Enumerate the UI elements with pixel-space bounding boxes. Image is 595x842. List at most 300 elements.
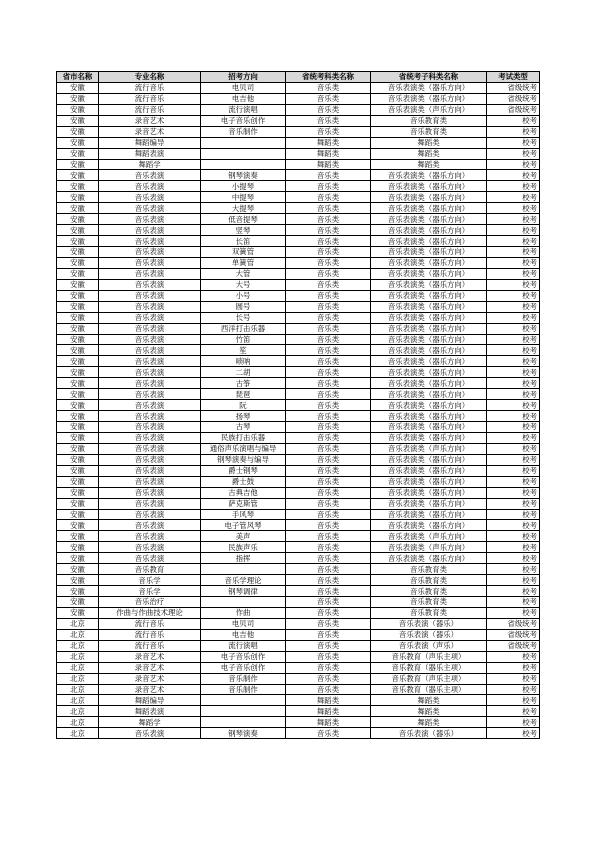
table-row [57, 422, 540, 433]
cell-exam-type: 校考 [487, 662, 540, 673]
cell-province: 安徽 [57, 520, 99, 531]
cell-exam-category: 舞蹈类 [286, 137, 371, 148]
cell-exam-category: 音乐类 [286, 597, 371, 608]
cell-exam-category: 音乐类 [286, 126, 371, 137]
cell-direction: 通俗声乐演唱与编导 [201, 443, 286, 454]
cell-major: 录音艺术 [99, 662, 201, 673]
cell-direction: 二胡 [201, 367, 286, 378]
admissions-table-sheet [56, 71, 539, 739]
table-row [57, 268, 540, 279]
cell-province: 安徽 [57, 126, 99, 137]
cell-exam-subcategory: 音乐表演（器乐） [371, 728, 487, 739]
header-major: 专业名称 [99, 72, 201, 83]
table-row [57, 597, 540, 608]
cell-province: 北京 [57, 651, 99, 662]
cell-direction: 古筝 [201, 378, 286, 389]
table-row [57, 301, 540, 312]
table-row [57, 684, 540, 695]
cell-major: 音乐学 [99, 586, 201, 597]
cell-province: 安徽 [57, 509, 99, 520]
cell-exam-category: 音乐类 [286, 203, 371, 214]
cell-exam-category: 音乐类 [286, 356, 371, 367]
cell-exam-subcategory: 音乐表演类（器乐方向） [371, 378, 487, 389]
cell-exam-type: 校考 [487, 454, 540, 465]
cell-direction: 电贝司 [201, 82, 286, 93]
cell-major: 音乐治疗 [99, 597, 201, 608]
cell-exam-subcategory: 音乐教育（器乐主项） [371, 684, 487, 695]
cell-direction: 钢琴演奏 [201, 728, 286, 739]
table-row [57, 148, 540, 159]
cell-exam-category: 音乐类 [286, 432, 371, 443]
cell-major: 流行音乐 [99, 640, 201, 651]
cell-exam-category: 音乐类 [286, 553, 371, 564]
cell-direction: 音乐制作 [201, 126, 286, 137]
cell-province: 安徽 [57, 367, 99, 378]
cell-province: 安徽 [57, 356, 99, 367]
cell-direction [201, 159, 286, 170]
cell-exam-subcategory: 音乐表演类（器乐方向） [371, 203, 487, 214]
cell-province: 安徽 [57, 257, 99, 268]
cell-exam-category: 音乐类 [286, 509, 371, 520]
cell-major: 舞蹈表演 [99, 706, 201, 717]
cell-exam-type: 校考 [487, 586, 540, 597]
cell-direction [201, 597, 286, 608]
cell-direction: 指挥 [201, 553, 286, 564]
cell-major: 录音艺术 [99, 684, 201, 695]
cell-province: 安徽 [57, 148, 99, 159]
cell-major: 音乐表演 [99, 411, 201, 422]
cell-major: 音乐表演 [99, 236, 201, 247]
cell-exam-category: 音乐类 [286, 192, 371, 203]
cell-province: 安徽 [57, 422, 99, 433]
cell-direction: 古琴 [201, 422, 286, 433]
cell-exam-type: 校考 [487, 378, 540, 389]
table-row [57, 695, 540, 706]
cell-direction [201, 717, 286, 728]
cell-exam-subcategory: 音乐表演类（器乐方向） [371, 82, 487, 93]
table-row [57, 454, 540, 465]
cell-exam-type: 校考 [487, 564, 540, 575]
cell-province: 安徽 [57, 400, 99, 411]
cell-province: 安徽 [57, 476, 99, 487]
cell-exam-type: 校考 [487, 443, 540, 454]
cell-exam-type: 校考 [487, 706, 540, 717]
cell-direction [201, 148, 286, 159]
cell-province: 安徽 [57, 378, 99, 389]
table-row [57, 717, 540, 728]
cell-exam-type: 校考 [487, 498, 540, 509]
table-row [57, 181, 540, 192]
cell-major: 舞蹈学 [99, 159, 201, 170]
cell-exam-type: 校考 [487, 126, 540, 137]
cell-province: 安徽 [57, 159, 99, 170]
cell-province: 安徽 [57, 487, 99, 498]
cell-exam-subcategory: 音乐表演类（器乐方向） [371, 170, 487, 181]
cell-major: 音乐表演 [99, 279, 201, 290]
cell-direction: 手风琴 [201, 509, 286, 520]
cell-exam-category: 音乐类 [286, 673, 371, 684]
cell-exam-subcategory: 音乐表演类（器乐方向） [371, 301, 487, 312]
cell-major: 录音艺术 [99, 115, 201, 126]
cell-exam-subcategory: 音乐表演（器乐） [371, 629, 487, 640]
cell-exam-type: 校考 [487, 257, 540, 268]
cell-direction: 古典吉他 [201, 487, 286, 498]
table-row [57, 662, 540, 673]
cell-exam-type: 校考 [487, 137, 540, 148]
cell-exam-category: 音乐类 [286, 389, 371, 400]
table-row [57, 618, 540, 629]
cell-direction: 小提琴 [201, 181, 286, 192]
cell-exam-category: 舞蹈类 [286, 706, 371, 717]
cell-province: 安徽 [57, 279, 99, 290]
table-row [57, 728, 540, 739]
table-row [57, 498, 540, 509]
table-row [57, 192, 540, 203]
table-row [57, 126, 540, 137]
cell-direction: 长号 [201, 312, 286, 323]
cell-exam-category: 音乐类 [286, 575, 371, 586]
cell-major: 流行音乐 [99, 618, 201, 629]
cell-exam-category: 音乐类 [286, 662, 371, 673]
cell-exam-category: 舞蹈类 [286, 695, 371, 706]
table-row [57, 334, 540, 345]
cell-exam-type: 校考 [487, 411, 540, 422]
cell-province: 北京 [57, 662, 99, 673]
cell-exam-category: 音乐类 [286, 564, 371, 575]
cell-exam-type: 校考 [487, 476, 540, 487]
cell-province: 安徽 [57, 498, 99, 509]
cell-province: 安徽 [57, 170, 99, 181]
cell-exam-type: 校考 [487, 225, 540, 236]
cell-exam-category: 音乐类 [286, 290, 371, 301]
cell-exam-type: 校考 [487, 170, 540, 181]
cell-province: 北京 [57, 717, 99, 728]
cell-major: 录音艺术 [99, 651, 201, 662]
cell-major: 音乐表演 [99, 400, 201, 411]
cell-direction: 笙 [201, 345, 286, 356]
cell-exam-type: 校考 [487, 334, 540, 345]
cell-province: 安徽 [57, 597, 99, 608]
cell-major: 音乐表演 [99, 214, 201, 225]
table-row [57, 312, 540, 323]
cell-province: 安徽 [57, 115, 99, 126]
cell-direction: 电吉他 [201, 629, 286, 640]
table-row [57, 345, 540, 356]
cell-exam-type: 校考 [487, 345, 540, 356]
cell-exam-subcategory: 音乐表演类（器乐方向） [371, 236, 487, 247]
cell-exam-category: 音乐类 [286, 93, 371, 104]
cell-exam-subcategory: 音乐表演类（器乐方向） [371, 192, 487, 203]
cell-major: 音乐表演 [99, 257, 201, 268]
cell-exam-type: 校考 [487, 214, 540, 225]
cell-major: 舞蹈表演 [99, 148, 201, 159]
cell-direction [201, 695, 286, 706]
cell-exam-subcategory: 音乐表演类（器乐方向） [371, 367, 487, 378]
cell-direction: 民族打击乐器 [201, 432, 286, 443]
cell-major: 音乐表演 [99, 531, 201, 542]
cell-exam-category: 音乐类 [286, 268, 371, 279]
cell-direction: 音乐制作 [201, 673, 286, 684]
table-body [57, 82, 540, 738]
cell-exam-type: 校考 [487, 148, 540, 159]
table-row [57, 247, 540, 258]
cell-exam-subcategory: 音乐表演类（器乐方向） [371, 498, 487, 509]
cell-direction: 音乐学理论 [201, 575, 286, 586]
cell-exam-type: 省级统考 [487, 93, 540, 104]
table-row [57, 82, 540, 93]
cell-direction: 钢琴演奏与编导 [201, 454, 286, 465]
table-row [57, 607, 540, 618]
cell-exam-subcategory: 音乐教育类 [371, 607, 487, 618]
cell-major: 音乐表演 [99, 334, 201, 345]
cell-province: 北京 [57, 673, 99, 684]
cell-exam-type: 校考 [487, 509, 540, 520]
cell-exam-type: 校考 [487, 400, 540, 411]
cell-exam-subcategory: 音乐表演类（器乐方向） [371, 356, 487, 367]
table-row [57, 257, 540, 268]
cell-exam-subcategory: 音乐表演类（声乐方向） [371, 531, 487, 542]
cell-province: 北京 [57, 640, 99, 651]
cell-exam-type: 校考 [487, 236, 540, 247]
cell-major: 音乐表演 [99, 422, 201, 433]
table-row [57, 520, 540, 531]
table-row [57, 531, 540, 542]
table-row [57, 651, 540, 662]
cell-direction [201, 564, 286, 575]
cell-exam-subcategory: 音乐表演类（声乐方向） [371, 542, 487, 553]
cell-exam-category: 音乐类 [286, 225, 371, 236]
cell-province: 北京 [57, 618, 99, 629]
cell-exam-subcategory: 音乐教育类 [371, 126, 487, 137]
cell-direction [201, 137, 286, 148]
cell-exam-type: 校考 [487, 290, 540, 301]
cell-direction: 萨克斯管 [201, 498, 286, 509]
cell-exam-type: 省级统考 [487, 629, 540, 640]
cell-exam-subcategory: 音乐表演类（器乐方向） [371, 432, 487, 443]
cell-major: 音乐表演 [99, 389, 201, 400]
cell-major: 录音艺术 [99, 126, 201, 137]
cell-exam-type: 校考 [487, 367, 540, 378]
cell-major: 舞蹈学 [99, 717, 201, 728]
cell-exam-type: 校考 [487, 465, 540, 476]
cell-province: 安徽 [57, 334, 99, 345]
cell-province: 安徽 [57, 323, 99, 334]
cell-exam-subcategory: 音乐表演类（声乐方向） [371, 104, 487, 115]
cell-exam-subcategory: 音乐表演类（器乐方向） [371, 323, 487, 334]
cell-major: 音乐表演 [99, 520, 201, 531]
cell-exam-category: 舞蹈类 [286, 717, 371, 728]
cell-direction: 大提琴 [201, 203, 286, 214]
table-row [57, 586, 540, 597]
cell-direction: 圆号 [201, 301, 286, 312]
cell-province: 安徽 [57, 389, 99, 400]
cell-direction: 竖琴 [201, 225, 286, 236]
cell-exam-subcategory: 音乐表演类（器乐方向） [371, 389, 487, 400]
cell-exam-category: 音乐类 [286, 411, 371, 422]
cell-major: 音乐表演 [99, 542, 201, 553]
cell-exam-category: 音乐类 [286, 378, 371, 389]
cell-exam-type: 校考 [487, 695, 540, 706]
cell-direction: 流行演唱 [201, 104, 286, 115]
cell-major: 音乐表演 [99, 323, 201, 334]
cell-exam-category: 音乐类 [286, 257, 371, 268]
cell-direction: 爵士钢琴 [201, 465, 286, 476]
cell-exam-subcategory: 音乐表演类（器乐方向） [371, 214, 487, 225]
cell-exam-type: 校考 [487, 312, 540, 323]
cell-direction: 大号 [201, 279, 286, 290]
cell-exam-subcategory: 音乐表演类（器乐方向） [371, 312, 487, 323]
table-row [57, 170, 540, 181]
cell-exam-category: 音乐类 [286, 454, 371, 465]
table-row [57, 367, 540, 378]
table-row [57, 225, 540, 236]
cell-exam-type: 校考 [487, 673, 540, 684]
cell-province: 安徽 [57, 214, 99, 225]
table-row [57, 115, 540, 126]
cell-major: 录音艺术 [99, 673, 201, 684]
cell-direction: 小号 [201, 290, 286, 301]
cell-exam-category: 音乐类 [286, 82, 371, 93]
cell-exam-category: 音乐类 [286, 247, 371, 258]
cell-province: 安徽 [57, 411, 99, 422]
cell-province: 安徽 [57, 236, 99, 247]
cell-major: 音乐表演 [99, 553, 201, 564]
cell-exam-category: 音乐类 [286, 301, 371, 312]
cell-province: 安徽 [57, 104, 99, 115]
cell-exam-type: 省级统考 [487, 640, 540, 651]
cell-direction: 扬琴 [201, 411, 286, 422]
cell-direction: 单簧管 [201, 257, 286, 268]
cell-direction: 低音提琴 [201, 214, 286, 225]
cell-direction: 琵琶 [201, 389, 286, 400]
cell-exam-subcategory: 音乐表演类（器乐方向） [371, 268, 487, 279]
cell-exam-type: 校考 [487, 301, 540, 312]
cell-exam-category: 音乐类 [286, 684, 371, 695]
cell-exam-category: 音乐类 [286, 629, 371, 640]
table-row [57, 378, 540, 389]
cell-exam-type: 校考 [487, 607, 540, 618]
cell-direction: 电贝司 [201, 618, 286, 629]
cell-exam-subcategory: 音乐表演类（器乐方向） [371, 93, 487, 104]
cell-exam-subcategory: 音乐表演类（器乐方向） [371, 411, 487, 422]
cell-direction: 阮 [201, 400, 286, 411]
cell-direction: 西洋打击乐器 [201, 323, 286, 334]
cell-direction: 作曲 [201, 607, 286, 618]
cell-province: 安徽 [57, 137, 99, 148]
cell-exam-subcategory: 音乐表演类（器乐方向） [371, 476, 487, 487]
cell-province: 安徽 [57, 82, 99, 93]
cell-exam-category: 舞蹈类 [286, 159, 371, 170]
table-row [57, 93, 540, 104]
cell-province: 安徽 [57, 607, 99, 618]
cell-exam-category: 音乐类 [286, 367, 371, 378]
header-exam-type: 考试类型 [487, 72, 540, 83]
cell-major: 音乐表演 [99, 498, 201, 509]
cell-province: 安徽 [57, 247, 99, 258]
cell-exam-subcategory: 音乐表演类（声乐方向） [371, 443, 487, 454]
cell-province: 安徽 [57, 345, 99, 356]
cell-direction: 流行演唱 [201, 640, 286, 651]
cell-exam-subcategory: 舞蹈类 [371, 717, 487, 728]
cell-major: 流行音乐 [99, 104, 201, 115]
cell-major: 流行音乐 [99, 629, 201, 640]
cell-exam-type: 校考 [487, 531, 540, 542]
cell-exam-category: 音乐类 [286, 400, 371, 411]
cell-major: 音乐表演 [99, 170, 201, 181]
table-row [57, 203, 540, 214]
cell-direction: 电子管风琴 [201, 520, 286, 531]
cell-exam-type: 校考 [487, 356, 540, 367]
cell-major: 作曲与作曲技术理论 [99, 607, 201, 618]
cell-exam-category: 音乐类 [286, 236, 371, 247]
cell-province: 安徽 [57, 312, 99, 323]
cell-exam-subcategory: 音乐教育类 [371, 597, 487, 608]
cell-direction: 大管 [201, 268, 286, 279]
table-row [57, 564, 540, 575]
cell-exam-type: 校考 [487, 728, 540, 739]
cell-major: 音乐表演 [99, 454, 201, 465]
cell-exam-category: 音乐类 [286, 618, 371, 629]
cell-exam-type: 省级统考 [487, 618, 540, 629]
cell-exam-type: 校考 [487, 422, 540, 433]
cell-exam-category: 音乐类 [286, 279, 371, 290]
header-direction: 招考方向 [201, 72, 286, 83]
cell-province: 安徽 [57, 575, 99, 586]
header-province: 省市名称 [57, 72, 99, 83]
cell-major: 流行音乐 [99, 82, 201, 93]
cell-exam-subcategory: 音乐表演类（器乐方向） [371, 487, 487, 498]
cell-province: 安徽 [57, 531, 99, 542]
cell-direction: 美声 [201, 531, 286, 542]
cell-exam-type: 校考 [487, 192, 540, 203]
cell-province: 安徽 [57, 432, 99, 443]
cell-province: 安徽 [57, 443, 99, 454]
cell-major: 音乐表演 [99, 225, 201, 236]
table-row [57, 629, 540, 640]
table-row [57, 432, 540, 443]
table-row [57, 400, 540, 411]
cell-direction: 长笛 [201, 236, 286, 247]
cell-exam-category: 音乐类 [286, 345, 371, 356]
cell-major: 音乐表演 [99, 487, 201, 498]
cell-major: 音乐表演 [99, 509, 201, 520]
cell-direction: 民族声乐 [201, 542, 286, 553]
cell-major: 音乐表演 [99, 443, 201, 454]
cell-province: 北京 [57, 629, 99, 640]
cell-major: 音乐表演 [99, 312, 201, 323]
cell-exam-type: 校考 [487, 487, 540, 498]
cell-exam-subcategory: 音乐表演类（器乐方向） [371, 553, 487, 564]
cell-exam-category: 音乐类 [286, 443, 371, 454]
cell-direction: 电子音乐创作 [201, 115, 286, 126]
cell-major: 音乐表演 [99, 378, 201, 389]
cell-exam-type: 校考 [487, 432, 540, 443]
cell-major: 音乐表演 [99, 476, 201, 487]
cell-exam-type: 省级统考 [487, 104, 540, 115]
cell-major: 音乐表演 [99, 192, 201, 203]
cell-major: 音乐表演 [99, 247, 201, 258]
cell-province: 安徽 [57, 553, 99, 564]
cell-exam-type: 校考 [487, 268, 540, 279]
cell-major: 音乐表演 [99, 301, 201, 312]
cell-exam-type: 校考 [487, 203, 540, 214]
cell-exam-subcategory: 音乐表演类（器乐方向） [371, 400, 487, 411]
header-row [57, 72, 540, 83]
cell-province: 北京 [57, 695, 99, 706]
table-row [57, 356, 540, 367]
cell-exam-subcategory: 舞蹈类 [371, 159, 487, 170]
cell-major: 音乐表演 [99, 181, 201, 192]
